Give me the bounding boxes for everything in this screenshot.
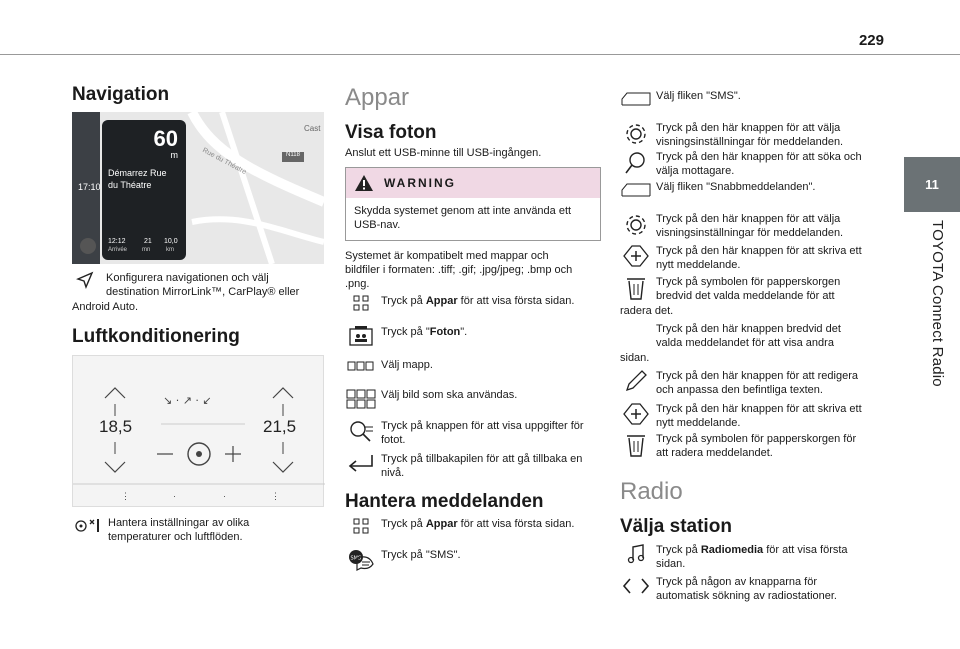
t2-step — [620, 121, 880, 151]
page-number: 229 — [858, 32, 884, 49]
trash-icon — [620, 432, 652, 458]
nav-text-1: Konfigurera navigationen och välj — [106, 272, 269, 284]
warning-box — [345, 167, 601, 241]
t5-text-1: Tryck på den här knappen för att välja — [656, 213, 841, 225]
navigation-screenshot — [72, 112, 324, 264]
r2-text-2: automatisk sökning av radiostationer. — [656, 590, 837, 603]
photo-step-3 — [345, 358, 601, 382]
temp-left: 18,5 — [99, 417, 133, 436]
nav-text-2: destination MirrorLink™, CarPlay® eller — [106, 286, 300, 299]
warning-header — [346, 168, 600, 198]
guidance-distance: 60 — [153, 126, 178, 151]
t1-text: Välj fliken "SMS". — [656, 90, 741, 102]
t5-step — [620, 212, 880, 242]
svg-text:·: · — [223, 491, 226, 501]
r1-pre: Tryck på — [656, 544, 701, 556]
svg-text:⋮: ⋮ — [121, 491, 130, 501]
t8-text-1: Tryck på den här knappen bredvid det — [656, 323, 841, 335]
m2-text: Tryck på "SMS". — [381, 549, 461, 561]
t9-text-1: Tryck på den här knappen för att redigera — [656, 370, 858, 382]
map-label-2: Rue du Théatre — [201, 147, 248, 176]
t3-step — [620, 150, 880, 180]
pencil-icon — [620, 369, 652, 395]
tab-icon — [620, 180, 652, 206]
t8-text-3: sidan. — [620, 351, 650, 364]
t10-text-1: Tryck på den här knappen för att skriva ett — [656, 403, 862, 415]
distance-unit: km — [166, 247, 174, 253]
climate-text-2: temperaturer och luftflöden. — [108, 531, 243, 544]
warning-body — [346, 198, 600, 239]
chapter-title: TOYOTA Connect Radio — [929, 220, 946, 387]
t10-text-2: nytt meddelande. — [656, 417, 741, 430]
guidance-instruction-2: du Théatre — [108, 180, 152, 190]
radio-heading: Radio — [620, 478, 683, 505]
m1-bold: Appar — [425, 518, 458, 530]
t8-step — [620, 322, 880, 368]
t7-text-2: bredvid det valda meddelande för att — [656, 290, 835, 303]
t6-text-1: Tryck på den här knappen för att skriva ett — [656, 245, 862, 257]
photo-step-2 — [345, 325, 601, 355]
s5-text-2: fotot. — [381, 434, 406, 447]
photo-step-4 — [345, 388, 601, 416]
photo-step-6 — [345, 452, 601, 482]
guidance-instruction-1: Démarrez Rue — [108, 168, 167, 178]
s6-text-2: nivå. — [381, 467, 405, 480]
climate-step — [72, 516, 324, 546]
msg-step-2 — [345, 548, 601, 576]
r1-post: för att visa första — [763, 544, 848, 556]
climate-screenshot — [72, 355, 324, 507]
nav-step — [72, 271, 324, 321]
t11-text-1: Tryck på symbolen för papperskorgen för — [656, 433, 857, 445]
clock: 17:10 — [78, 182, 101, 192]
navigation-arrow-icon — [72, 271, 98, 297]
navigation-heading: Navigation — [72, 84, 170, 105]
temp-right: 21,5 — [263, 417, 297, 436]
svg-text:↘ · ↗ · ↙: ↘ · ↗ · ↙ — [163, 394, 212, 407]
r1-text-2: sidan. — [656, 558, 686, 571]
trash-icon — [620, 275, 652, 301]
station-heading: Välja station — [620, 516, 732, 537]
eta-time: 12:12 — [108, 238, 126, 245]
t6-text-2: nytt meddelande. — [656, 259, 741, 272]
t9-text-2: och anpassa den befintliga texten. — [656, 384, 823, 397]
r2-text-1: Tryck på någon av knapparna för — [656, 576, 818, 588]
msg-step-1 — [345, 517, 601, 543]
t4-step — [620, 180, 880, 206]
seek-arrows-icon — [620, 575, 652, 601]
music-note-icon — [620, 543, 652, 569]
new-message-icon — [620, 402, 652, 428]
warning-title: WARNING — [384, 176, 456, 190]
guidance-unit: m — [170, 150, 178, 160]
apps-heading: Appar — [345, 84, 410, 111]
s5-text-1: Tryck på knappen för att visa uppgifter för — [381, 420, 584, 432]
guidance-panel — [102, 120, 186, 260]
t7-text-3: radera det. — [620, 304, 674, 317]
image-grid-icon — [345, 388, 377, 414]
t7-text-1: Tryck på symbolen för papperskorgen — [656, 276, 841, 288]
s1-pre: Tryck på — [381, 295, 426, 307]
svg-text:·: · — [173, 491, 176, 501]
t1-step — [620, 89, 880, 117]
svg-text:SMS: SMS — [350, 555, 362, 562]
t11-step — [620, 432, 880, 462]
s2-bold: Foton — [429, 326, 461, 338]
duration: 21 — [144, 238, 152, 245]
compat-line-3: .png. — [345, 278, 370, 290]
s4-text: Välj bild som ska användas. — [381, 389, 518, 401]
distance-remaining: 10,0 — [164, 238, 178, 245]
gear-icon — [620, 121, 652, 147]
climate-text-1: Hantera inställningar av olika — [108, 517, 250, 529]
t7-step — [620, 275, 880, 321]
r1-bold: Radiomedia — [700, 544, 764, 556]
search-icon — [620, 150, 652, 176]
map-label-1: Cast — [304, 124, 321, 133]
photos-icon — [345, 325, 377, 351]
s1-post: för att visa första sidan. — [457, 295, 575, 307]
back-arrow-icon — [345, 452, 377, 478]
t2-text-2: visningsinställningar för meddelanden. — [656, 136, 844, 149]
photos-heading: Visa foton — [345, 122, 437, 143]
warning-text-2: USB-nav. — [354, 219, 401, 232]
eta-label: Arrivée — [108, 247, 128, 253]
apps-grid-icon — [345, 294, 377, 320]
t3-text-1: Tryck på den här knappen för att söka och — [656, 151, 862, 163]
climate-heading: Luftkonditionering — [72, 326, 240, 347]
s3-text: Välj mapp. — [381, 359, 433, 371]
s1-bold: Appar — [425, 295, 458, 307]
t9-step — [620, 369, 880, 399]
t11-text-2: att radera meddelandet. — [656, 447, 773, 460]
t10-step — [620, 402, 880, 432]
t3-text-2: välja mottagare. — [656, 165, 735, 178]
road-badge: N118 — [286, 152, 300, 158]
r2-step — [620, 575, 880, 605]
s2-pre: Tryck på " — [381, 326, 430, 338]
photo-step-1 — [345, 294, 601, 320]
t5-text-2: visningsinställningar för meddelanden. — [656, 227, 844, 240]
compat-line-1: Systemet är kompatibelt med mappar och — [345, 250, 549, 262]
nav-text-3: Android Auto. — [72, 300, 139, 313]
warning-text-1: Skydda systemet genom att inte använda ett — [354, 205, 572, 217]
t6-step — [620, 244, 880, 274]
apps-grid-icon — [345, 517, 377, 543]
s2-post: ". — [460, 326, 468, 338]
sms-icon — [345, 548, 377, 574]
climate-settings-icon — [72, 516, 104, 542]
r1-step — [620, 543, 880, 573]
t4-text: Välj fliken "Snabbmeddelanden". — [656, 181, 816, 193]
header-rule — [0, 54, 960, 55]
photo-step-5 — [345, 419, 601, 449]
compat-line-2: bildfiler i formaten: .tiff; .gif; .jpg/jpeg; .bmp och — [345, 264, 573, 276]
gear-icon — [620, 212, 652, 238]
messages-heading: Hantera meddelanden — [345, 491, 544, 512]
m1-post: för att visa första sidan. — [457, 518, 575, 530]
t2-text-1: Tryck på den här knappen för att välja — [656, 122, 841, 134]
s6-text-1: Tryck på tillbakapilen för att gå tillbaka en — [381, 453, 583, 465]
tab-icon — [620, 89, 652, 115]
new-message-icon — [620, 244, 652, 270]
chapter-tab: 11 — [904, 157, 960, 212]
t8-text-2: valda meddelandet för att visa andra — [656, 337, 834, 350]
folders-icon — [345, 358, 377, 384]
photos-intro: Anslut ett USB-minne till USB-ingången. — [345, 147, 542, 159]
svg-text:⋮: ⋮ — [271, 491, 280, 501]
info-search-icon — [345, 419, 377, 445]
m1-pre: Tryck på — [381, 518, 426, 530]
duration-unit: mn — [142, 247, 151, 253]
warning-triangle-icon — [354, 174, 374, 192]
